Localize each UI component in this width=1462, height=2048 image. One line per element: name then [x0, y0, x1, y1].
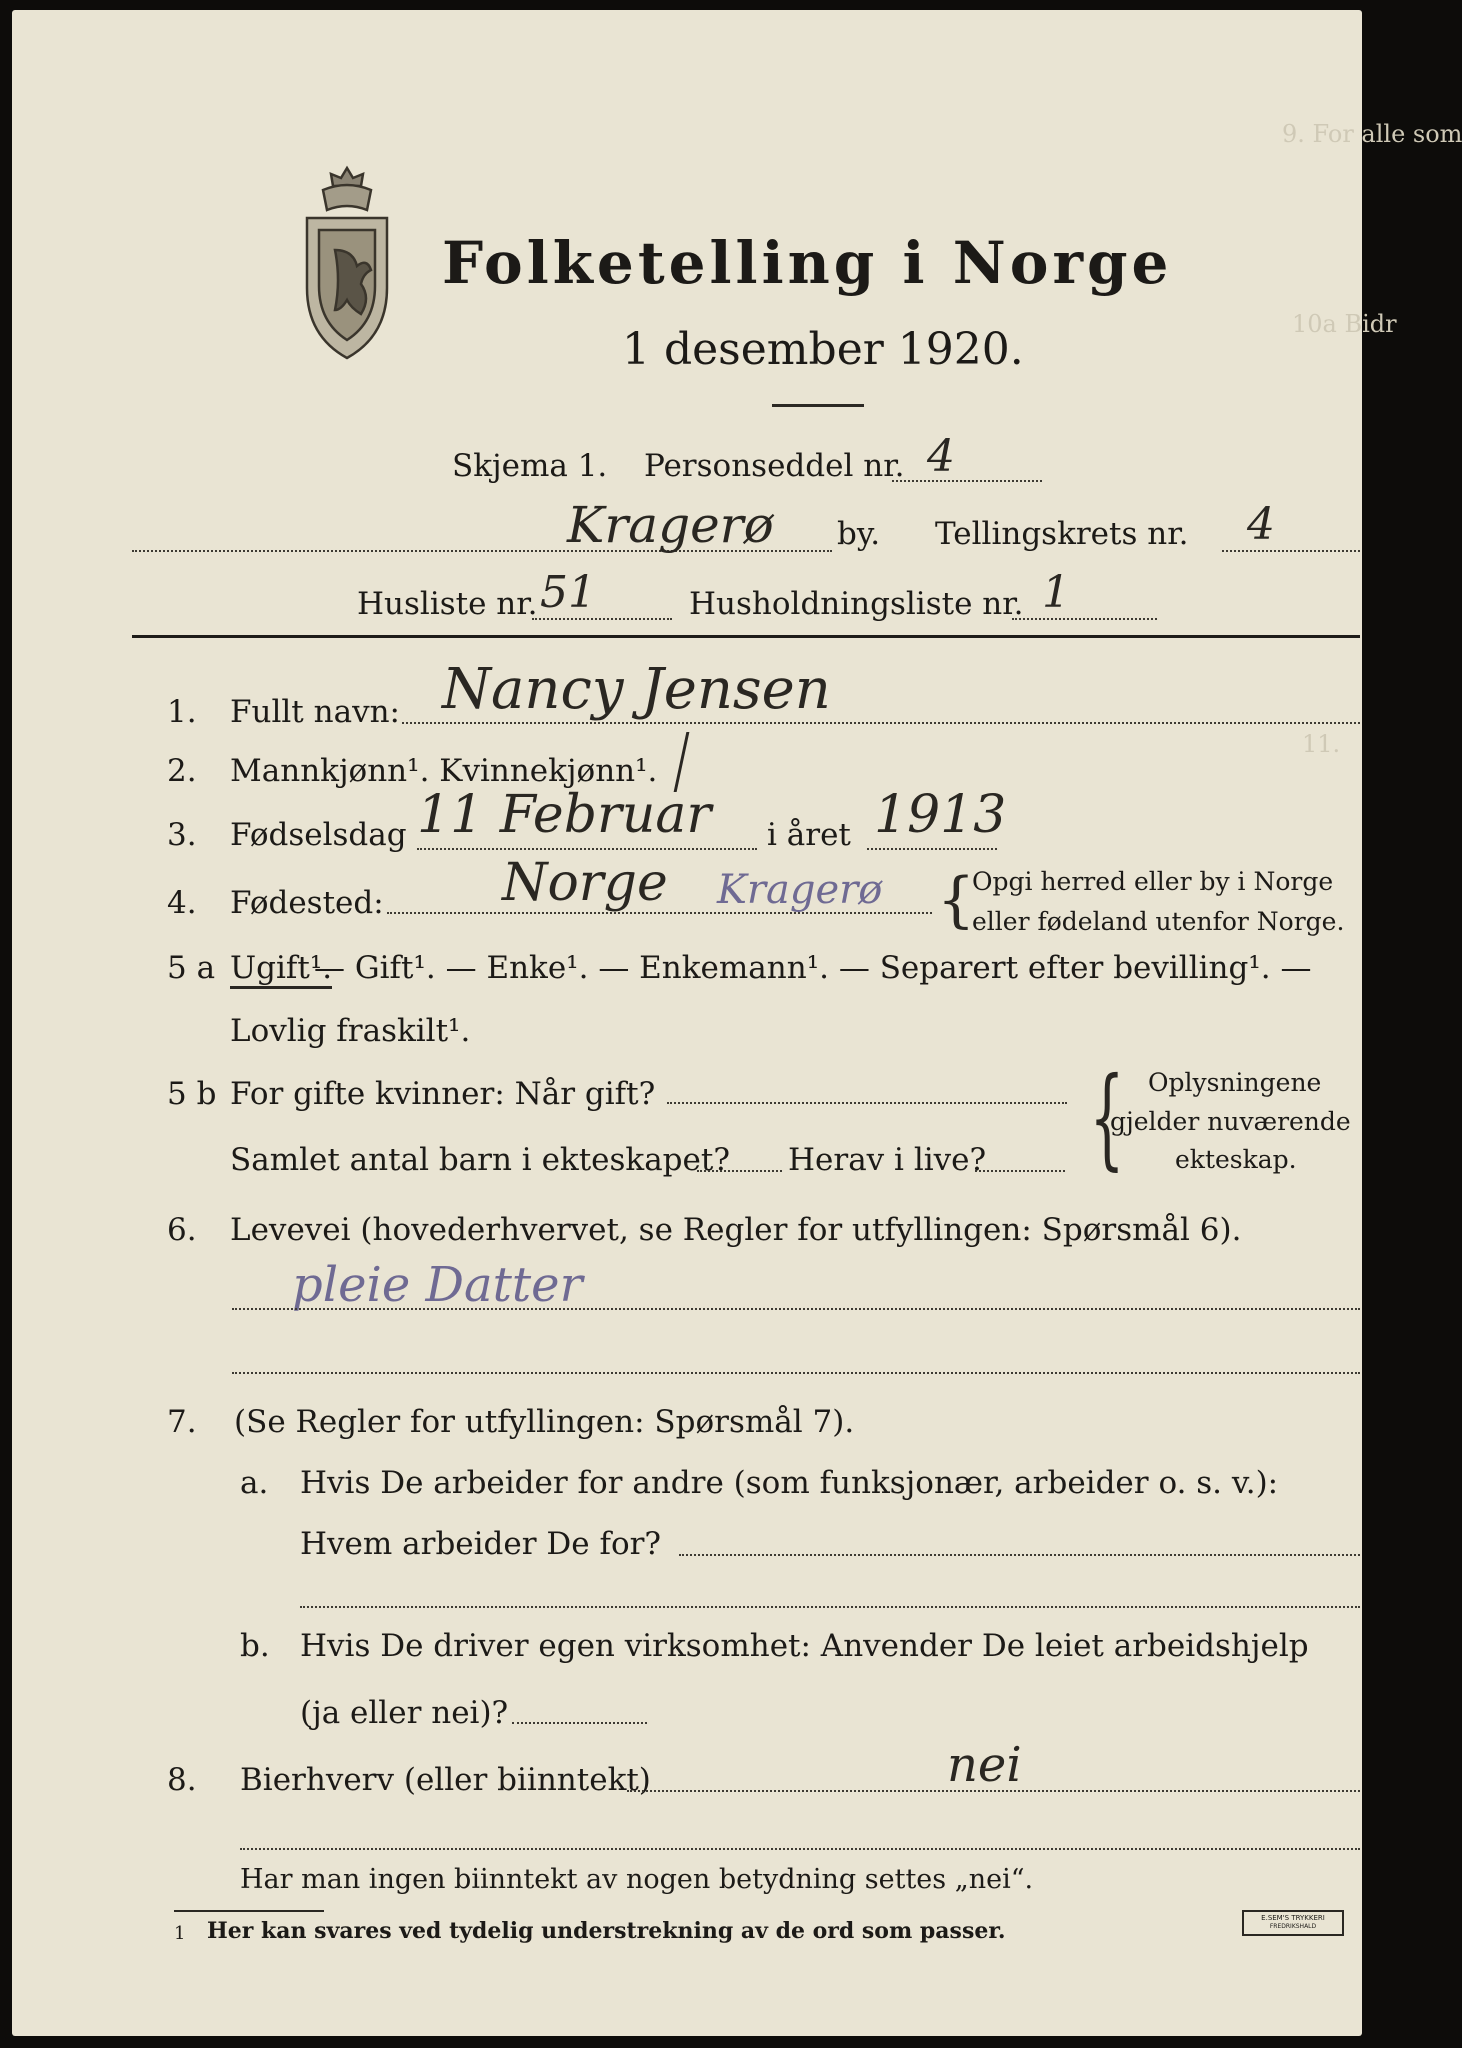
birthday-value[interactable]: 11 Februar: [417, 785, 712, 845]
q2-number: 2.: [167, 753, 197, 789]
q8-note: Har man ingen biinntekt av nogen betydning settes „nei“.: [240, 1864, 1034, 1895]
q6-label: Levevei (hovederhvervet, se Regler for utfyllingen: Spørsmål 6).: [230, 1212, 1242, 1248]
birthplace-note-2: eller fødeland utenfor Norge.: [972, 907, 1345, 936]
q4-label: Fødested:: [230, 885, 384, 921]
birth-year-value[interactable]: 1913: [874, 785, 1007, 845]
gender-mark: [584, 732, 690, 792]
coat-of-arms-icon: [287, 160, 407, 372]
q5b-number: 5 b: [167, 1076, 217, 1112]
q7b-letter: b.: [240, 1628, 270, 1664]
q7a-label: Hvis De arbeider for andre (som funksjonær, arbeider o. s. v.):: [300, 1465, 1279, 1501]
marital-options: — Gift¹. — Enke¹. — Enkemann¹. — Separert efter bevilling¹. —: [314, 950, 1312, 986]
house-list-label: Husliste nr.: [357, 586, 538, 622]
footnote-text: Her kan svares ved tydelig understrekning av de ord som passer.: [207, 1918, 1006, 1944]
secondary-occupation-value[interactable]: nei: [947, 1737, 1022, 1793]
printer-stamp: [1242, 1910, 1344, 1936]
q5b-line-2: [697, 1170, 782, 1172]
q4-number: 4.: [167, 885, 197, 921]
q3-number: 3.: [167, 817, 197, 853]
q5b-line-1: [667, 1102, 1067, 1104]
birthplace-country[interactable]: Norge: [502, 853, 668, 913]
household-list-line: [1012, 618, 1157, 620]
q7b-line: [512, 1722, 647, 1724]
birthplace-city[interactable]: Kragerø: [717, 867, 883, 913]
occupation-line-2: [232, 1372, 1360, 1374]
header-rule: [132, 635, 1360, 638]
house-list-line: [532, 618, 672, 620]
district-label: Tellingskrets nr.: [935, 516, 1189, 552]
q7a-line-2: [300, 1606, 1360, 1608]
q7a-line-1: [679, 1554, 1360, 1556]
marital-option-ugift[interactable]: Ugift¹.: [230, 950, 332, 989]
q5b-note-3: ekteskap.: [1175, 1145, 1297, 1174]
q5a-number: 5 a: [167, 950, 216, 986]
q8-label: Bierhverv (eller biinntekt): [240, 1762, 651, 1798]
q8-number: 8.: [167, 1762, 197, 1798]
marital-option-divorced: Lovlig fraskilt¹.: [230, 1013, 471, 1049]
q5b-label-3: Herav i live?: [788, 1142, 987, 1178]
q5b-brace: {: [1089, 1053, 1125, 1181]
full-name-value[interactable]: Nancy Jensen: [442, 657, 831, 722]
q6-number: 6.: [167, 1212, 197, 1248]
q1-label: Fullt navn:: [230, 694, 400, 730]
q5b-label-2: Samlet antal barn i ekteskapet?: [230, 1142, 730, 1178]
bleed-through-text: 10a Bidr: [1292, 310, 1397, 338]
q7-label: (Se Regler for utfyllingen: Spørsmål 7).: [234, 1404, 855, 1440]
q7a-letter: a.: [240, 1465, 269, 1501]
footnote-marker: 1: [174, 1923, 186, 1944]
district-number[interactable]: 4: [1247, 499, 1275, 550]
house-list-number[interactable]: 51: [540, 567, 596, 618]
person-slip-line: [892, 480, 1042, 482]
census-form: [12, 10, 1462, 2036]
district-line: [1222, 550, 1360, 552]
q3-year-label: i året: [767, 817, 851, 853]
birthplace-brace: {: [937, 865, 976, 935]
q1-line: [402, 722, 1360, 724]
person-slip-number[interactable]: 4: [927, 431, 955, 482]
city-name[interactable]: Kragerø: [567, 496, 774, 554]
bleed-through-text: 11.: [1302, 730, 1341, 758]
q5b-line-3: [975, 1170, 1065, 1172]
q1-number: 1.: [167, 694, 197, 730]
year-line: [867, 848, 997, 850]
printer-place: FREDRIKSHALD: [1269, 1923, 1317, 1930]
bleed-through-text: 9. For alle som: [1282, 120, 1462, 148]
q5b-note-1: Oplysningene: [1148, 1068, 1322, 1097]
q7a-question: Hvem arbeider De for?: [300, 1526, 662, 1562]
q3-label: Fødselsdag: [230, 817, 407, 853]
footnote-rule: [174, 1910, 324, 1912]
household-list-number[interactable]: 1: [1042, 567, 1070, 618]
occupation-line-1: [232, 1308, 1360, 1310]
q7-number: 7.: [167, 1404, 197, 1440]
birthday-line: [417, 848, 757, 850]
q2-label: Mannkjønn¹. Kvinnekjønn¹.: [230, 753, 658, 789]
city-suffix: by.: [837, 516, 881, 552]
form-date: 1 desember 1920.: [622, 324, 1024, 375]
title-divider: [772, 404, 864, 407]
person-slip-label: Personseddel nr.: [644, 448, 905, 484]
form-title: Folketelling i Norge: [442, 229, 1173, 297]
q5b-label-1: For gifte kvinner: Når gift?: [230, 1076, 656, 1112]
q7b-question: (ja eller nei)?: [300, 1695, 509, 1731]
schema-label: Skjema 1.: [452, 448, 608, 484]
q8-line-2: [240, 1848, 1360, 1850]
printer-name: E.SEM'S TRYKKERI: [1261, 1914, 1325, 1922]
birthplace-note-1: Opgi herred eller by i Norge: [972, 867, 1334, 896]
q5b-note-2: gjelder nuværende: [1110, 1107, 1351, 1136]
occupation-value[interactable]: pleie Datter: [292, 1257, 583, 1313]
household-list-label: Husholdningsliste nr.: [689, 586, 1024, 622]
q7b-label: Hvis De driver egen virksomhet: Anvender De leiet arbeidshjelp: [300, 1628, 1309, 1664]
